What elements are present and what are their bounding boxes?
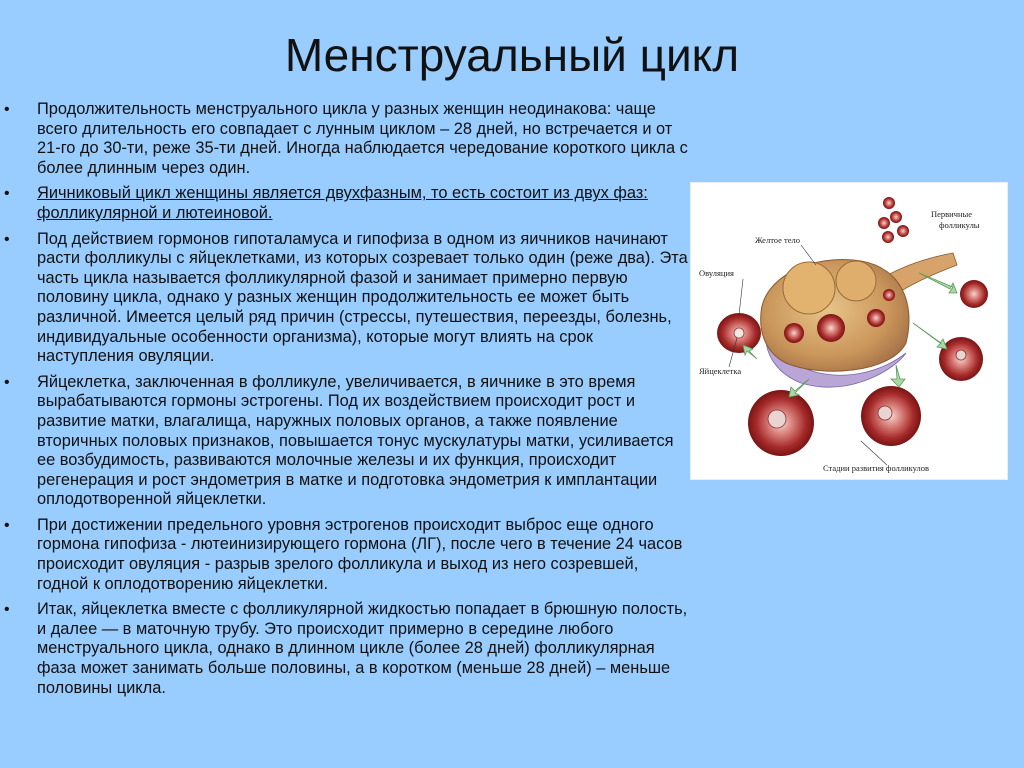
label-ovulation: Овуляция bbox=[699, 268, 734, 278]
bullet-text: Итак, яйцеклетка вместе с фолликулярной жидкостью попадает в брюшную полость, и далее — в маточную трубу. Это происходит примерно в середине любого менструального цикла, однако в длинном цикле (более 28 дней) фолликулярная фаза может занимать больше половины, а в коротком (меньше 28 дней) – меньше половины цикла. bbox=[37, 600, 688, 697]
bullet-text: Под действием гормонов гипоталамуса и гипофиза в одном из яичников начинают расти фолликулы с яйцеклетками, из которых созревает только один (реже два). Эта часть цикла называется фолликулярной фазой и занимает примерно первую половину цикла, однако у разных женщин продолжительность ее может быть различной. Имеется целый ряд причин (стрессы, путешествия, переезды, болезнь, индивидуальные особенности организма), которые могут влиять на срок наступления овуляции. bbox=[37, 229, 688, 366]
corpus-luteum-shape bbox=[836, 261, 876, 301]
bullet-marker: • bbox=[4, 185, 10, 203]
bullet-text: Продолжительность менструального цикла у разных женщин неодинакова: чаще всего длительность его совпадает с лунным циклом – 28 дней, но встречается и от 21-го до 30-ти, реже 35-ти дней. Иногда наблюдается чередование короткого цикла с более длинным через один. bbox=[37, 100, 688, 177]
bullet-item bbox=[0, 373, 690, 510]
bullet-text: Яйцеклетка, заключенная в фолликуле, увеличивается, в яичнике в это время вырабатываются гормоны эстрогены. Под их воздействием происходит рост и развитие матки, влагалища, наружных половых органов, а также появление вторичных половых признаков, повышается тонус мускулатуры матки, усиливается ее возбудимость, развиваются молочные железы и их функция, происходит регенерация и рост эндометрия в матке и подготовка эндометрия к имплантации оплодотворенной яйцеклетки. bbox=[37, 372, 674, 509]
bullet-item bbox=[0, 516, 690, 594]
label-primary-follicles-text-line2: фолликулы bbox=[939, 220, 980, 230]
bullet-text: Яичниковый цикл женщины является двухфазным, то есть состоит из двух фаз: фолликулярной и лютеиновой. bbox=[37, 184, 648, 222]
bullet-list bbox=[0, 100, 690, 704]
bullet-item bbox=[0, 100, 690, 178]
label-corpus-luteum: Желтое тело bbox=[755, 235, 801, 245]
follicle-shape bbox=[817, 314, 845, 342]
bullet-item bbox=[0, 184, 690, 223]
bullet-marker: • bbox=[4, 601, 10, 619]
bullet-marker: • bbox=[4, 516, 10, 534]
primary-follicles-cluster bbox=[878, 197, 909, 243]
label-primary-follicles-text: Первичные bbox=[931, 209, 973, 219]
label-egg-cell: Яйцеклетка bbox=[699, 366, 742, 376]
slide-title: Менструальный цикл bbox=[284, 29, 740, 81]
bullet-item bbox=[0, 600, 690, 698]
bullet-text: При достижении предельного уровня эстрогенов происходит выброс еще одного гормона гипофиза - лютеинизирующего гормона (ЛГ), после чего в течение 24 часов происходит овуляция - разрыв зрелого фолликула и выход из него созревшей, годной к оплодотворению яйцеклетки. bbox=[37, 515, 683, 593]
bullet-marker: • bbox=[4, 373, 10, 391]
bullet-marker: • bbox=[4, 230, 10, 248]
follicle-stage-shape bbox=[960, 280, 988, 308]
bullet-item bbox=[0, 230, 690, 367]
label-stages: Стадии развития фолликулов bbox=[823, 463, 930, 473]
follicle-shape bbox=[784, 323, 804, 343]
corpus-luteum-shape bbox=[783, 262, 835, 314]
bullet-marker: • bbox=[4, 101, 10, 118]
follicle-shape bbox=[867, 309, 885, 327]
ovary-illustration bbox=[691, 183, 1007, 479]
label-primary-follicles bbox=[931, 209, 980, 230]
egg-cell-shape bbox=[734, 328, 744, 338]
ovary-diagram bbox=[690, 182, 1008, 480]
follicle-shape bbox=[883, 289, 895, 301]
